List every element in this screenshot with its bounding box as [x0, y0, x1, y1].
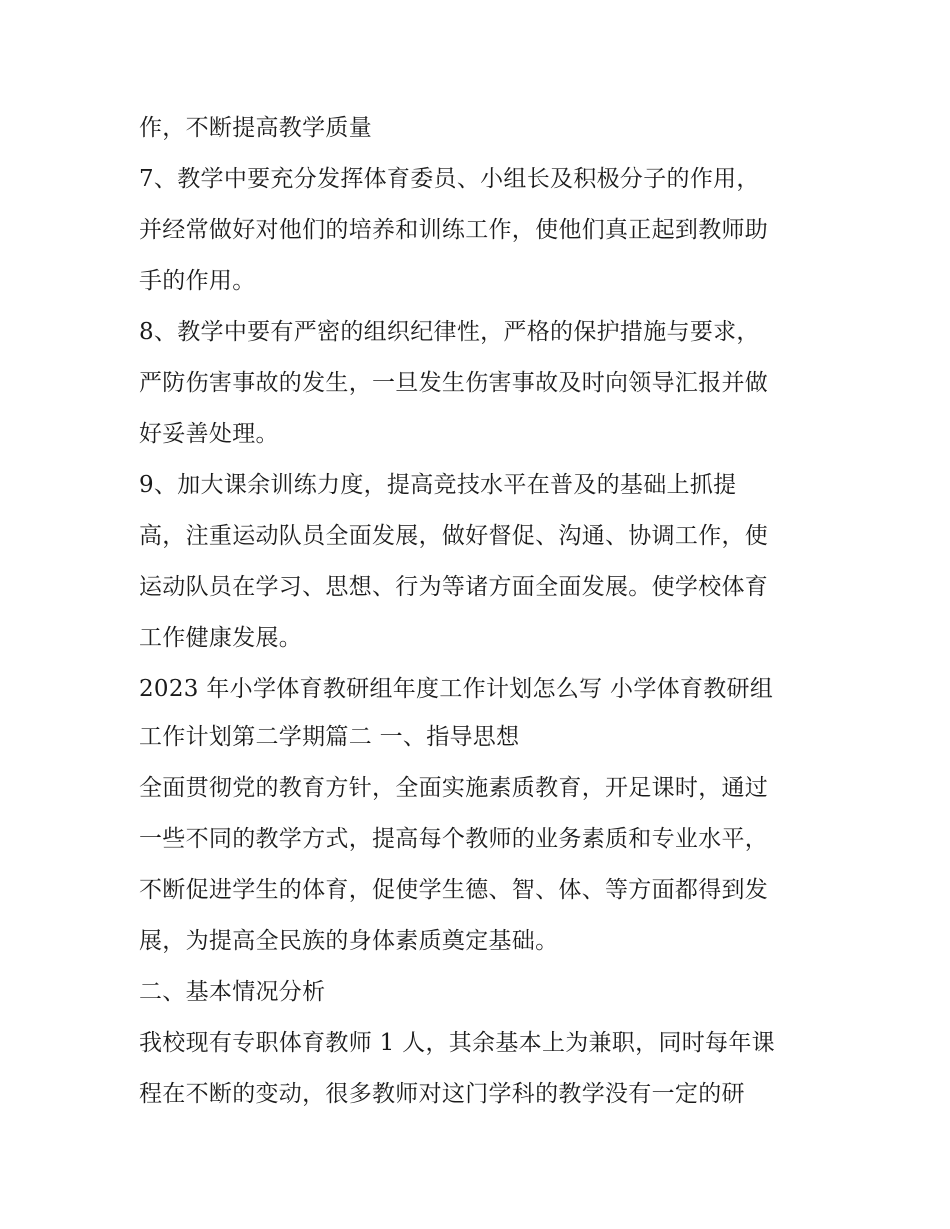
text-line: 二、基本情况分析 [139, 979, 326, 1005]
text-line: 工作计划第二学期篇二 一、指导思想 [139, 724, 520, 750]
text-line: 好妥善处理。 [139, 421, 279, 447]
text-line: 程在不断的变动，很多教师对这门学科的教学没有一定的研 [139, 1081, 745, 1107]
text-line: 手的作用。 [139, 268, 256, 294]
text-line: 严防伤害事故的发生，一旦发生伤害事故及时向领导汇报并做 [139, 370, 769, 396]
text-line: 运动队员在学习、思想、行为等诸方面全面发展。使学校体育 [139, 574, 769, 600]
text-line: 全面贯彻党的教育方针，全面实施素质教育，开足课时，通过 [139, 775, 769, 801]
text-line: 展，为提高全民族的身体素质奠定基础。 [139, 928, 559, 954]
text-line: 我校现有专职体育教师 1 人，其余基本上为兼职，同时每年课 [139, 1030, 775, 1056]
text-line: 8、教学中要有严密的组织纪律性，严格的保护措施与要求， [139, 319, 760, 345]
text-line: 工作健康发展。 [139, 625, 303, 651]
text-line: 2023 年小学体育教研组年度工作计划怎么写 小学体育教研组 [139, 676, 774, 702]
text-line: 7、教学中要充分发挥体育委员、小组长及积极分子的作用， [139, 166, 760, 192]
text-line: 作，不断提高教学质量 [139, 115, 372, 141]
text-line: 并经常做好对他们的培养和训练工作，使他们真正起到教师助 [139, 217, 769, 243]
text-line: 一些不同的教学方式，提高每个教师的业务素质和专业水平， [139, 826, 769, 852]
text-line: 不断促进学生的体育，促使学生德、智、体、等方面都得到发 [139, 877, 769, 903]
text-line: 9、加大课余训练力度，提高竞技水平在普及的基础上抓提 [139, 472, 737, 498]
text-line: 高，注重运动队员全面发展，做好督促、沟通、协调工作，使 [139, 523, 769, 549]
